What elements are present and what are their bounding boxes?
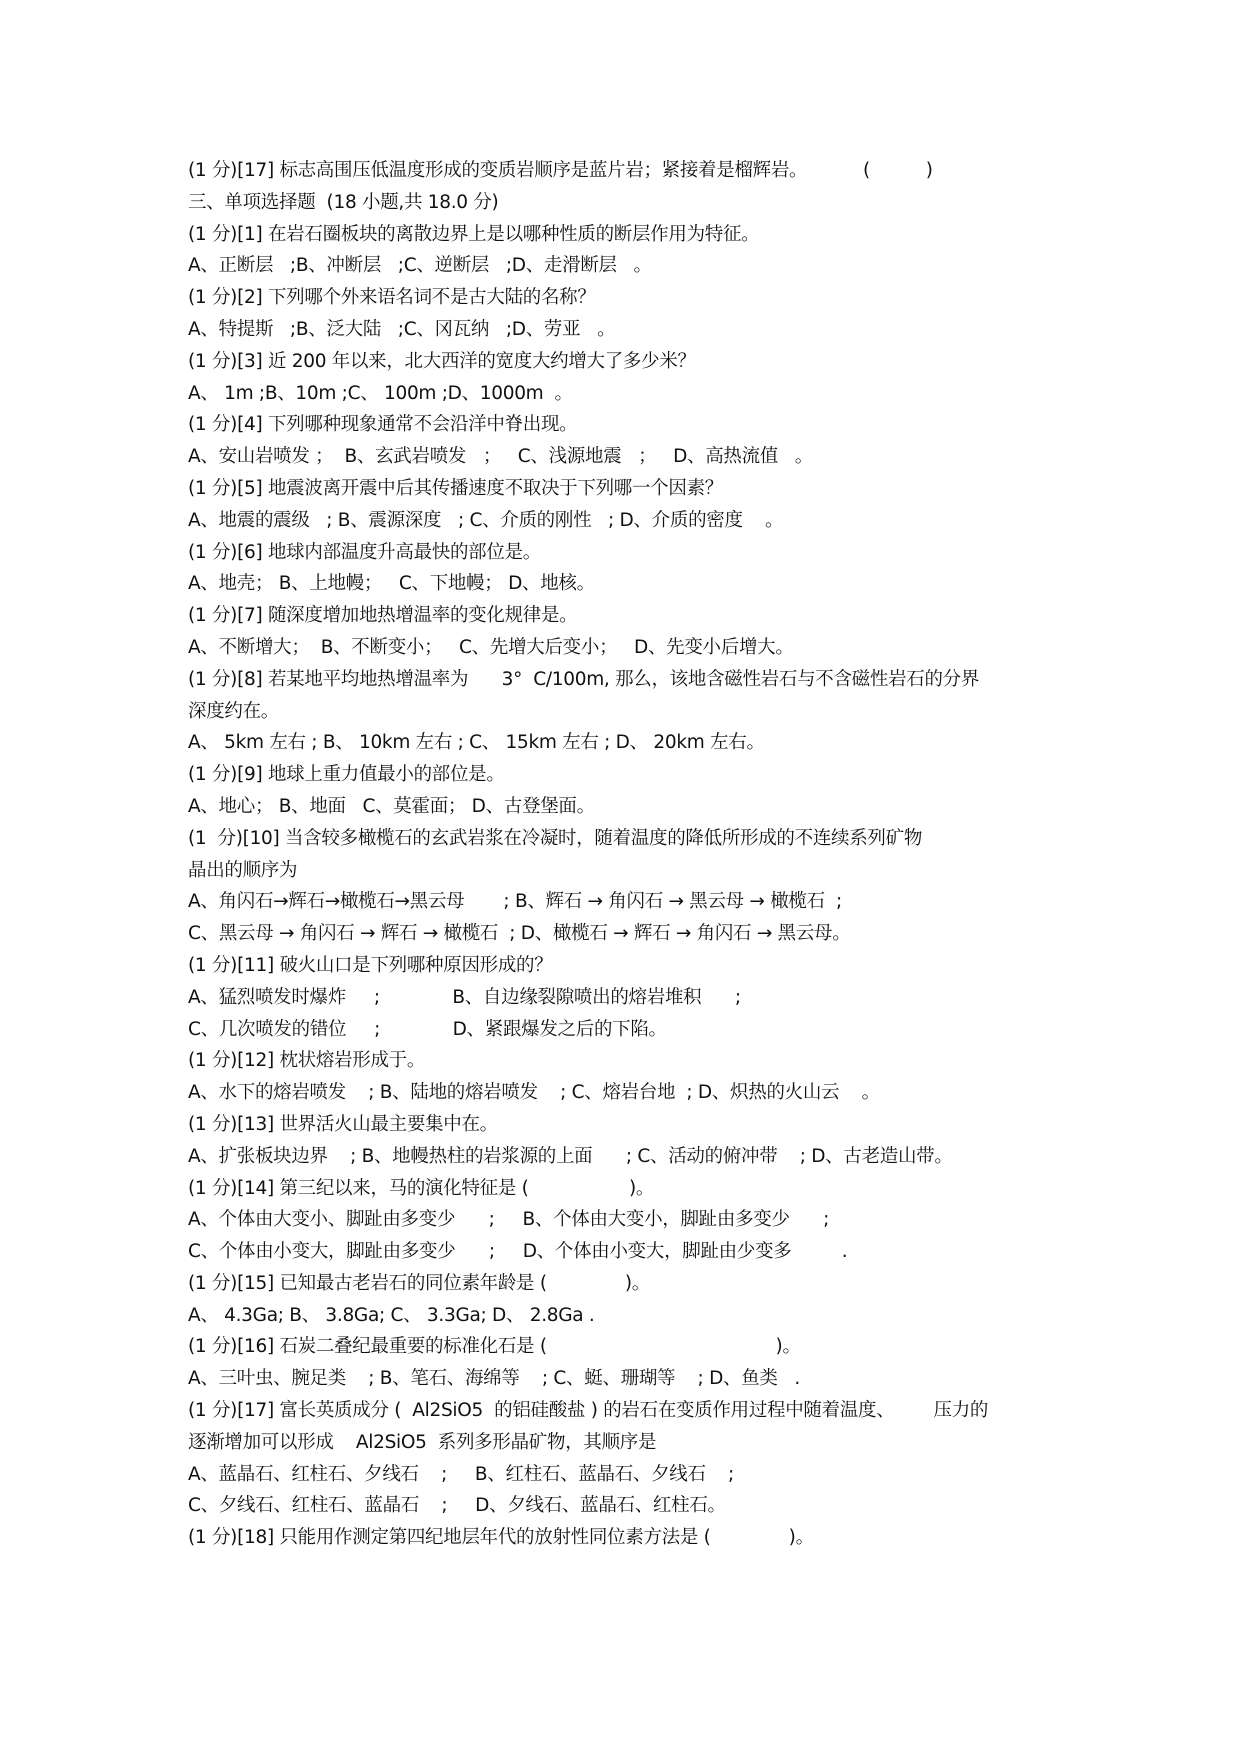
answer-options: A、水下的熔岩喷发 ; B、陆地的熔岩喷发 ; C、熔岩台地 ; D、炽热的火山云 。 [188, 1082, 880, 1104]
answer-options: A、扩张板块边界 ; B、地幔热柱的岩浆源的上面 ; C、活动的俯冲带 ; D、古老造山带。 [188, 1145, 953, 1167]
answer-options: C、几次喷发的错位 ; D、紧跟爆发之后的下陷。 [188, 1018, 667, 1040]
answer-options: A、安山岩喷发 ； B、玄武岩喷发 ； C、浅源地震 ； D、高热流值 。 [188, 446, 813, 468]
answer-options: 逐渐增加可以形成 Al2SiO5 系列多形晶矿物，其顺序是 [188, 1431, 657, 1453]
answer-options: A、三叶虫、腕足类 ; B、笔石、海绵等 ; C、蜓、珊瑚等 ; D、鱼类 . [188, 1368, 800, 1390]
question-text: (1 分)[11] 破火山口是下列哪种原因形成的？ [188, 954, 553, 976]
question-text: (1 分)[1] 在岩石圈板块的离散边界上是以哪种性质的断层作用为特征。 [188, 223, 760, 245]
answer-options: A、地壳； B、上地幔； C、下地幔； D、地核。 [188, 573, 595, 595]
question-text: (1 分)[4] 下列哪种现象通常不会沿洋中脊出现。 [188, 414, 578, 436]
question-text: (1 分)[16] 石炭二叠纪最重要的标准化石是 ( )。 [188, 1336, 801, 1358]
answer-options: A、个体由大变小、脚趾由多变少 ; B、个体由大变小，脚趾由多变少 ; [188, 1209, 830, 1231]
question-text: (1 分)[18] 只能用作测定第四纪地层年代的放射性同位素方法是 ( )。 [188, 1527, 814, 1549]
question-text: (1 分)[3] 近 200 年以来，北大西洋的宽度大约增大了多少米？ [188, 350, 696, 372]
document-page [188, 155, 1088, 1554]
question-text: (1 分)[17] 标志高围压低温度形成的变质岩顺序是蓝片岩；紧接着是榴辉岩。 ( ) [188, 160, 933, 181]
section-heading: 三、单项选择题 (18 小题,共 18.0 分) [188, 191, 499, 213]
answer-options: C、黑云母 → 角闪石 → 辉石 → 橄榄石 ; D、橄榄石 → 辉石 → 角闪石 → 黑云母。 [188, 923, 851, 945]
answer-options: A、 4.3Ga; B、 3.8Ga; C、 3.3Ga; D、 2.8Ga . [188, 1304, 595, 1326]
question-text: (1 分)[6] 地球内部温度升高最快的部位是。 [188, 541, 541, 563]
answer-options: A、 5km 左右 ; B、 10km 左右 ; C、 15km 左右 ; D、 20km 左右。 [188, 732, 765, 754]
question-text: (1 分)[17] 富长英质成分 ( Al2SiO5 的铝硅酸盐 ) 的岩石在变质作用过程中随着温度、 压力的 [188, 1400, 989, 1422]
answer-options: 深度约在。 [188, 700, 280, 722]
answer-options: A、地震的震级 ; B、震源深度 ; C、介质的刚性 ; D、介质的密度 。 [188, 509, 784, 531]
answer-options: A、角闪石→辉石→橄榄石→黑云母 ; B、辉石 → 角闪石 → 黑云母 → 橄榄石 ; [188, 891, 842, 913]
answer-options: A、地心； B、地面 C、莫霍面； D、古登堡面。 [188, 795, 595, 817]
answer-options: A、 1m ;B、10m ;C、 100m ;D、1000m 。 [188, 382, 573, 404]
answer-options: A、猛烈喷发时爆炸 ; B、自边缘裂隙喷出的熔岩堆积 ; [188, 986, 741, 1008]
question-text: (1 分)[5] 地震波离开震中后其传播速度不取决于下列哪一个因素？ [188, 477, 723, 499]
question-text: (1 分)[15] 已知最古老岩石的同位素年龄是 ( )。 [188, 1272, 650, 1294]
answer-options: C、个体由小变大，脚趾由多变少 ; D、个体由小变大，脚趾由少变多 . [188, 1241, 848, 1263]
question-text: (1 分)[9] 地球上重力值最小的部位是。 [188, 764, 505, 786]
question-text: (1 分)[10] 当含较多橄榄石的玄武岩浆在冷凝时，随着温度的降低所形成的不连续系列矿物 [188, 827, 923, 849]
question-text: (1 分)[12] 枕状熔岩形成于。 [188, 1050, 426, 1072]
question-text: (1 分)[13] 世界活火山最主要集中在。 [188, 1113, 498, 1135]
answer-options: A、不断增大； B、不断变小； C、先增大后变小； D、先变小后增大。 [188, 636, 794, 658]
answer-options: A、特提斯 ;B、泛大陆 ;C、冈瓦纳 ;D、劳亚 。 [188, 318, 616, 340]
question-text: (1 分)[14] 第三纪以来，马的演化特征是 ( )。 [188, 1177, 655, 1199]
answer-options: C、夕线石、红柱石、蓝晶石 ; D、夕线石、蓝晶石、红柱石。 [188, 1495, 726, 1517]
question-text: (1 分)[2] 下列哪个外来语名词不是古大陆的名称？ [188, 287, 596, 309]
question-text: (1 分)[7] 随深度增加地热增温率的变化规律是。 [188, 605, 578, 627]
question-text: (1 分)[8] 若某地平均地热增温率为 3° C/100m, 那么，该地含磁性岩石与不含磁性岩石的分界 [188, 668, 980, 690]
answer-options: A、正断层 ;B、冲断层 ;C、逆断层 ;D、走滑断层 。 [188, 255, 652, 277]
answer-options: 晶出的顺序为 [188, 859, 298, 881]
answer-options: A、蓝晶石、红柱石、夕线石 ; B、红柱石、蓝晶石、夕线石 ; [188, 1463, 734, 1485]
